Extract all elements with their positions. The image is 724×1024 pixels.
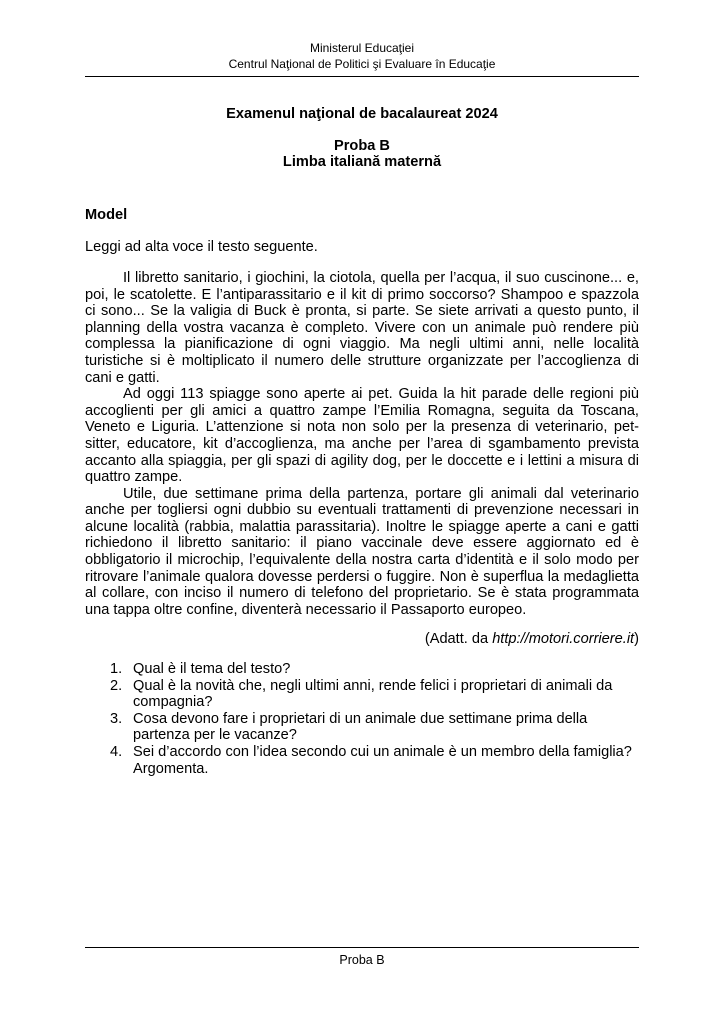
document-body (0, 207, 724, 777)
questions-list (85, 661, 639, 777)
attribution-suffix: ) (634, 631, 639, 648)
question-text: Sei d’accordo con l’idea secondo cui un animale è un membro della famiglia? Argomenta. (133, 744, 632, 777)
footer-divider (85, 947, 639, 948)
paragraph: Il libretto sanitario, i giochini, la ciotola, quella per l’acqua, il suo cuscinone... e, poi, le scatolette. E l’antiparassitario e il kit di primo soccorso? Shampoo e spazzola ci sono... Se la valigia di Buck è pronta, si parte. Se siete arrivati a questo punto, il planning della vostra vacanza è completo. Vivere con un animale può rendere più complessa la pianificazione di ogni viaggio. Ma negli ultimi anni, nelle località turistiche si è moltiplicato il numero delle strutture organizzate per l’accoglienza di cani e gatti. (85, 269, 639, 386)
instruction-text: Leggi ad alta voce il testo seguente. (85, 239, 318, 256)
paragraph: Utile, due settimane prima della partenza, portare gli animali dal veterinario anche per togliersi ogni dubbio su eventuali trattamenti di prevenzione necessari in alcune località (rabbia, malattia parassitaria). Inoltre le spiagge aperte a cani e gatti richiedono il libretto sanitario: il piano vaccinale deve essere aggiornato ed è obbligatorio il microchip, l’equivalente della nostra carta d’identità e il solo modo per ritrovare l’animale qualora dovesse perdersi o fuggire. Non è superflua la medaglietta al collare, con inciso il numero di telefono del proprietario. Se è stata programmata una tappa oltre confine, diventerà necessario il Passaporto europeo. (85, 485, 639, 618)
question-number: 2. (110, 677, 123, 694)
attribution-url: http://motori.corriere.it (492, 631, 635, 648)
question-number: 1. (110, 661, 123, 678)
attribution-prefix: (Adatt. da (424, 631, 493, 648)
exam-subject: Limba italiană maternă (282, 154, 442, 171)
question-number: 4. (110, 744, 123, 760)
model-label: Model (85, 206, 128, 223)
question-number: 3. (110, 710, 123, 727)
attribution (85, 631, 639, 648)
question-item (85, 678, 639, 711)
header-divider (85, 76, 639, 77)
question-text: Cosa devono fare i proprietari di un animale due settimane prima della partenza per le vacanze? (133, 710, 588, 744)
ministry-name: Ministerul Educaţiei (309, 41, 415, 55)
title-block (0, 106, 724, 171)
exam-proba-title: Proba B (334, 137, 390, 154)
document-footer (85, 947, 639, 967)
center-name: Centrul Naţional de Politici şi Evaluare în Educaţie (228, 57, 496, 71)
reading-text (85, 270, 639, 618)
question-item (85, 661, 639, 678)
question-item (85, 744, 639, 777)
question-item (85, 711, 639, 744)
question-text: Qual è il tema del testo? (133, 661, 291, 678)
paragraph: Ad oggi 113 spiagge sono aperte ai pet. Guida la hit parade delle regioni più accoglienti per gli amici a quattro zampe l’Emilia Romagna, seguita da Toscana, Veneto e Liguria. L’attenzione si nota non solo per la presenza di veterinario, pet-sitter, educatore, kit d’accoglienza, ma anche per l’area di sgambamento prevista accanto alla spiaggia, per gli spazi di agility dog, per le doccette e i lettini a misura di quattro zampe. (85, 386, 639, 486)
question-text: Qual è la novità che, negli ultimi anni, rende felici i proprietari di animali da compagnia? (133, 677, 613, 711)
document-header (0, 0, 724, 72)
footer-label: Proba B (339, 953, 385, 967)
exam-title: Examenul naţional de bacalaureat 2024 (226, 106, 498, 122)
